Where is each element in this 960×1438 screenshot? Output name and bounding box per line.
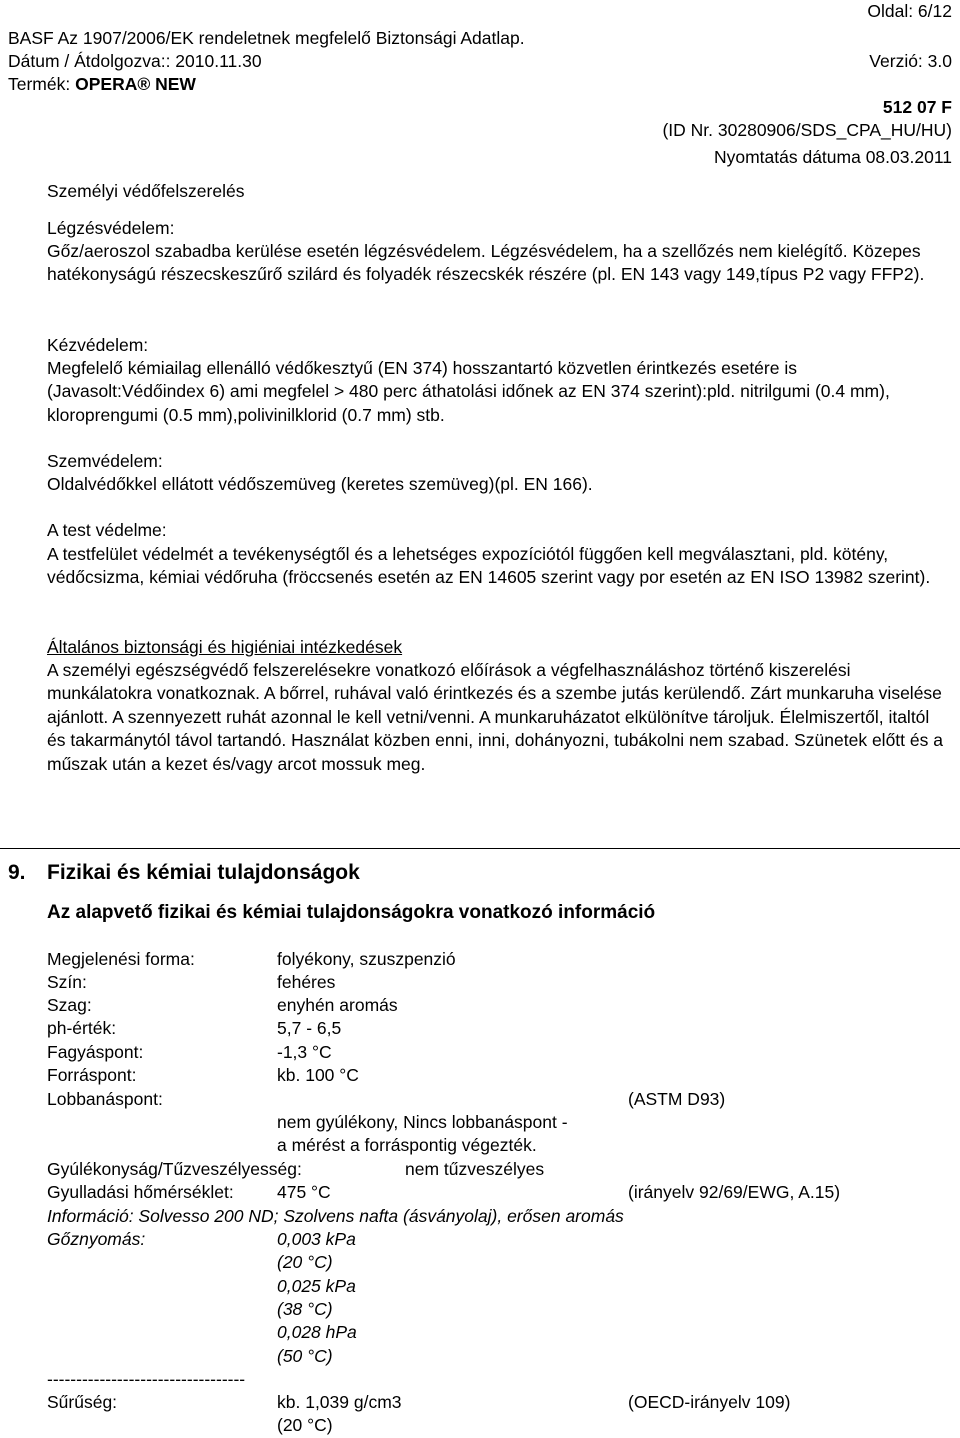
vapor-value-3: 0,028 hPa bbox=[277, 1322, 357, 1342]
vapor-temp-2: (38 °C) bbox=[277, 1299, 333, 1319]
boiling-value: kb. 100 °C bbox=[277, 1065, 359, 1085]
density-method: (OECD-irányelv 109) bbox=[628, 1392, 791, 1412]
body-text: A testfelület védelmét a tevékenységtől és a lehetséges expozíciótól függően kell megválasztani, pld. kötény, védőcsizma, kémiai védőruha (fröccsenés esetén az EN 14605 szerint vagy por esetén az EN ISO 13982 szerint). bbox=[47, 544, 931, 588]
vapor-label: Gőznyomás: bbox=[47, 1229, 146, 1249]
version: Verzió: 3.0 bbox=[869, 51, 952, 71]
eye-label: Szemvédelem: bbox=[47, 451, 163, 471]
hand-text: Megfelelő kémiailag ellenálló védőkesztyű (EN 374) hosszantartó közvetlen érintkezés esetére is (Javasolt:Védőindex 6) ami megfelel > 480 perc áthatolási időnek az EN 374 szerint):pld. nitrilgumi (0.4 mm), kloroprengumi (0.5 mm),polivinilklorid (0.7 mm) stb. bbox=[47, 358, 890, 425]
ignition-method: (irányelv 92/69/EWG, A.15) bbox=[628, 1182, 841, 1202]
respiratory-text: Gőz/aeroszol szabadba kerülése esetén légzésvédelem. Légzésvédelem, ha a szellőzés nem kielégítő. Közepes hatékonyságú részecskeszűrő szilárd és folyadék részecskék részére (pl. EN 143 vagy 149,típus P2 vagy FFP2). bbox=[47, 241, 925, 285]
registered-mark: ® bbox=[137, 74, 151, 94]
vapor-value-1: 0,003 kPa bbox=[277, 1229, 356, 1249]
density-label: Sűrűség: bbox=[47, 1392, 118, 1412]
ppe-heading: Személyi védőfelszerelés bbox=[47, 181, 245, 201]
product-suffix: NEW bbox=[150, 74, 196, 94]
vapor-value-2: 0,025 kPa bbox=[277, 1276, 356, 1296]
color-value: fehéres bbox=[277, 972, 336, 992]
appearance-label: Megjelenési forma: bbox=[47, 949, 195, 969]
section-title: Fizikai és kémiai tulajdonságok bbox=[47, 861, 360, 884]
vapor-temp-1: (20 °C) bbox=[277, 1252, 333, 1272]
ph-label: ph-érték: bbox=[47, 1018, 117, 1038]
hygiene-text: A személyi egészségvédő felszerelésekre vonatkozó előírások a végfelhasználáshoz történő kiszerelési munkálatokra vonatkoznak. A bőrrel, ruhával való érintkezés és a szembe jutás kerülendő. Zárt munkaruha viselése ajánlott. A szennyezett ruhát azonnal le kell vetni/venni. A munkaruházatot elkülönítve tároljuk. Élelmiszertől, italtól és takarmánytól távol tartandó. Használat közben enni, inni, dohányozni, tubákolni nem szabad. Szünetek előtt és a műszak után a kezet és/vagy arcot mossuk meg. bbox=[47, 660, 943, 774]
ignition-value: 475 °C bbox=[277, 1182, 331, 1202]
density-value: kb. 1,039 g/cm3 bbox=[277, 1392, 402, 1412]
odor-label: Szag: bbox=[47, 995, 92, 1015]
boiling-label: Forráspont: bbox=[47, 1065, 137, 1085]
page-number: Oldal: 6/12 bbox=[867, 1, 952, 21]
freezing-label: Fagyáspont: bbox=[47, 1042, 144, 1062]
dash-separator: ---------------------------------- bbox=[47, 1369, 246, 1389]
respiratory-label: Légzésvédelem: bbox=[47, 218, 175, 238]
flash-label: Lobbanáspont: bbox=[47, 1089, 163, 1109]
density-temp: (20 °C) bbox=[277, 1415, 333, 1435]
product-name: OPERA bbox=[75, 74, 138, 94]
product-line bbox=[8, 73, 196, 96]
ignition-label: Gyulladási hőmérséklet: bbox=[47, 1182, 234, 1202]
product-prefix: Termék: bbox=[8, 74, 76, 94]
flash-value-1: nem gyúlékony, Nincs lobbanáspont - bbox=[277, 1112, 568, 1132]
ph-value: 5,7 - 6,5 bbox=[277, 1018, 342, 1038]
freezing-value: -1,3 °C bbox=[277, 1042, 332, 1062]
flash-value-2: a mérést a forráspontig végezték. bbox=[277, 1135, 537, 1155]
sds-id: (ID Nr. 30280906/SDS_CPA_HU/HU) bbox=[662, 120, 952, 140]
section-subtitle: Az alapvető fizikai és kémiai tulajdonságokra vonatkozó információ bbox=[47, 902, 656, 923]
print-date: Nyomtatás dátuma 08.03.2011 bbox=[713, 147, 952, 167]
section-number: 9. bbox=[8, 861, 26, 884]
vapor-temp-3: (50 °C) bbox=[277, 1346, 333, 1366]
eye-text: Oldalvédőkkel ellátott védőszemüveg (keretes szemüveg)(pl. EN 166). bbox=[47, 474, 593, 494]
color-label: Szín: bbox=[47, 972, 87, 992]
flammability-value: nem tűzveszélyes bbox=[405, 1159, 545, 1179]
section-divider bbox=[0, 848, 960, 849]
odor-value: enyhén aromás bbox=[277, 995, 398, 1015]
document-title: BASF Az 1907/2006/EK rendeletnek megfelelő Biztonsági Adatlap. bbox=[8, 28, 525, 48]
revision-date: Dátum / Átdolgozva:: 2010.11.30 bbox=[8, 51, 262, 71]
flash-method: (ASTM D93) bbox=[628, 1089, 726, 1109]
hand-label: Kézvédelem: bbox=[47, 335, 149, 355]
body-label: A test védelme: bbox=[47, 520, 167, 540]
product-code: 512 07 F bbox=[882, 97, 952, 117]
info-line: Információ: Solvesso 200 ND; Szolvens nafta (ásványolaj), erősen aromás bbox=[47, 1206, 624, 1226]
hygiene-heading: Általános biztonsági és higiéniai intézkedések bbox=[47, 637, 403, 657]
appearance-value: folyékony, szuszpenzió bbox=[277, 949, 456, 969]
flammability-label: Gyúlékonyság/Tűzveszélyesség: bbox=[47, 1159, 302, 1179]
